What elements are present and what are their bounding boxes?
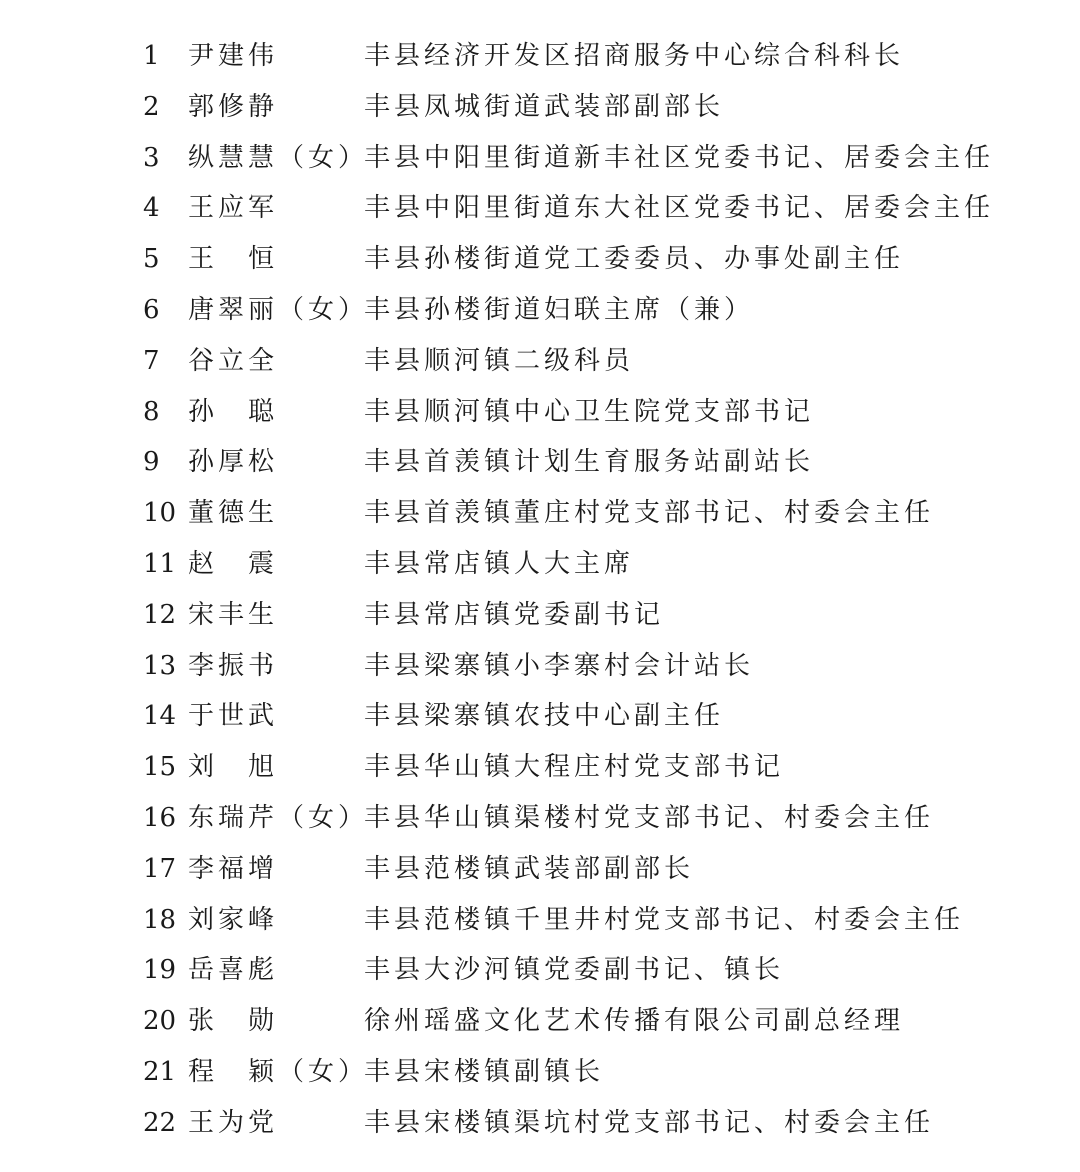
entry-number: 11: [143, 548, 177, 579]
entry-title: 徐州瑶盛文化艺术传播有限公司副总经理: [364, 1006, 905, 1037]
list-item: [0, 284, 1080, 335]
entry-number: 6: [143, 294, 160, 325]
entry-title: 丰县大沙河镇党委副书记、镇长: [364, 955, 785, 986]
entry-name: 李福增: [188, 853, 279, 884]
entry-name: 程 颖（女）: [188, 1056, 369, 1087]
entry-title: 丰县中阳里街道东大社区党委书记、居委会主任: [364, 193, 995, 224]
entry-number: 15: [143, 752, 177, 783]
entry-title: 丰县范楼镇武装部副部长: [364, 853, 695, 884]
entry-title: 丰县华山镇渠楼村党支部书记、村委会主任: [364, 802, 935, 833]
entry-name: 赵 震: [188, 548, 279, 579]
entry-number: 4: [143, 193, 160, 224]
entry-name: 东瑞芹（女）: [188, 802, 369, 833]
entry-number: 16: [143, 802, 177, 833]
list-item: [0, 538, 1080, 589]
entry-title: 丰县范楼镇千里井村党支部书记、村委会主任: [364, 904, 965, 935]
entry-name: 于世武: [188, 701, 279, 732]
entry-number: 9: [143, 447, 160, 478]
list-item: [0, 233, 1080, 284]
list-item: [0, 386, 1080, 437]
entry-number: 14: [143, 701, 177, 732]
entry-title: 丰县孙楼街道妇联主席（兼）: [364, 294, 755, 325]
entry-title: 丰县经济开发区招商服务中心综合科科长: [364, 41, 905, 71]
entry-number: 17: [143, 853, 177, 884]
entry-number: 2: [143, 91, 160, 122]
entry-name: 董德生: [188, 498, 279, 529]
list-item: [0, 843, 1080, 894]
entry-number: 13: [143, 650, 177, 681]
list-item: [0, 944, 1080, 995]
list-item: [0, 741, 1080, 792]
entry-name: 郭修静: [188, 91, 279, 122]
list-item: [0, 1097, 1080, 1148]
personnel-list: [0, 30, 1080, 1148]
list-item: [0, 995, 1080, 1046]
list-item: [0, 436, 1080, 487]
entry-number: 3: [143, 142, 160, 173]
entry-title: 丰县顺河镇二级科员: [364, 345, 635, 376]
entry-title: 丰县首羡镇计划生育服务站副站长: [364, 447, 815, 478]
entry-title: 丰县梁寨镇小李寨村会计站长: [364, 650, 755, 681]
entry-number: 21: [143, 1056, 177, 1087]
entry-title: 丰县宋楼镇渠坑村党支部书记、村委会主任: [364, 1107, 935, 1138]
entry-number: 22: [143, 1107, 177, 1138]
entry-title: 丰县顺河镇中心卫生院党支部书记: [364, 396, 815, 427]
entry-number: 7: [143, 345, 160, 376]
entry-title: 丰县凤城街道武装部副部长: [364, 91, 725, 122]
list-item: [0, 640, 1080, 691]
entry-title: 丰县孙楼街道党工委委员、办事处副主任: [364, 244, 905, 275]
entry-name: 唐翠丽（女）: [188, 294, 369, 325]
entry-title: 丰县常店镇党委副书记: [364, 599, 665, 630]
entry-number: 19: [143, 955, 177, 986]
entry-name: 孙厚松: [188, 447, 279, 478]
entry-name: 王 恒: [188, 244, 279, 275]
entry-name: 宋丰生: [188, 599, 279, 630]
entry-title: 丰县梁寨镇农技中心副主任: [364, 701, 725, 732]
list-item: [0, 182, 1080, 233]
list-item: [0, 487, 1080, 538]
entry-title: 丰县常店镇人大主席: [364, 548, 635, 579]
entry-name: 孙 聪: [188, 396, 279, 427]
entry-number: 18: [143, 904, 177, 935]
entry-title: 丰县宋楼镇副镇长: [364, 1056, 605, 1087]
entry-name: 尹建伟: [188, 41, 279, 71]
entry-name: 李振书: [188, 650, 279, 681]
list-item: [0, 335, 1080, 386]
entry-number: 12: [143, 599, 177, 630]
entry-title: 丰县华山镇大程庄村党支部书记: [364, 752, 785, 783]
list-item: [0, 894, 1080, 945]
entry-name: 岳喜彪: [188, 955, 279, 986]
entry-number: 8: [143, 396, 160, 427]
entry-name: 王应军: [188, 193, 279, 224]
entry-title: 丰县首羡镇董庄村党支部书记、村委会主任: [364, 498, 935, 529]
entry-name: 刘 旭: [188, 752, 279, 783]
entry-name: 刘家峰: [188, 904, 279, 935]
entry-title: 丰县中阳里街道新丰社区党委书记、居委会主任: [364, 142, 995, 173]
entry-number: 5: [143, 244, 160, 275]
list-item: [0, 1046, 1080, 1097]
entry-number: 1: [143, 41, 160, 71]
entry-name: 纵慧慧（女）: [188, 142, 369, 173]
list-item: [0, 690, 1080, 741]
entry-name: 王为党: [188, 1107, 279, 1138]
list-item: [0, 132, 1080, 183]
entry-name: 谷立全: [188, 345, 279, 376]
list-item: [0, 792, 1080, 843]
list-item: [0, 81, 1080, 132]
list-item: [0, 589, 1080, 640]
list-item: [0, 30, 1080, 81]
entry-number: 10: [143, 498, 177, 529]
entry-name: 张 勋: [188, 1006, 279, 1037]
entry-number: 20: [143, 1006, 177, 1037]
